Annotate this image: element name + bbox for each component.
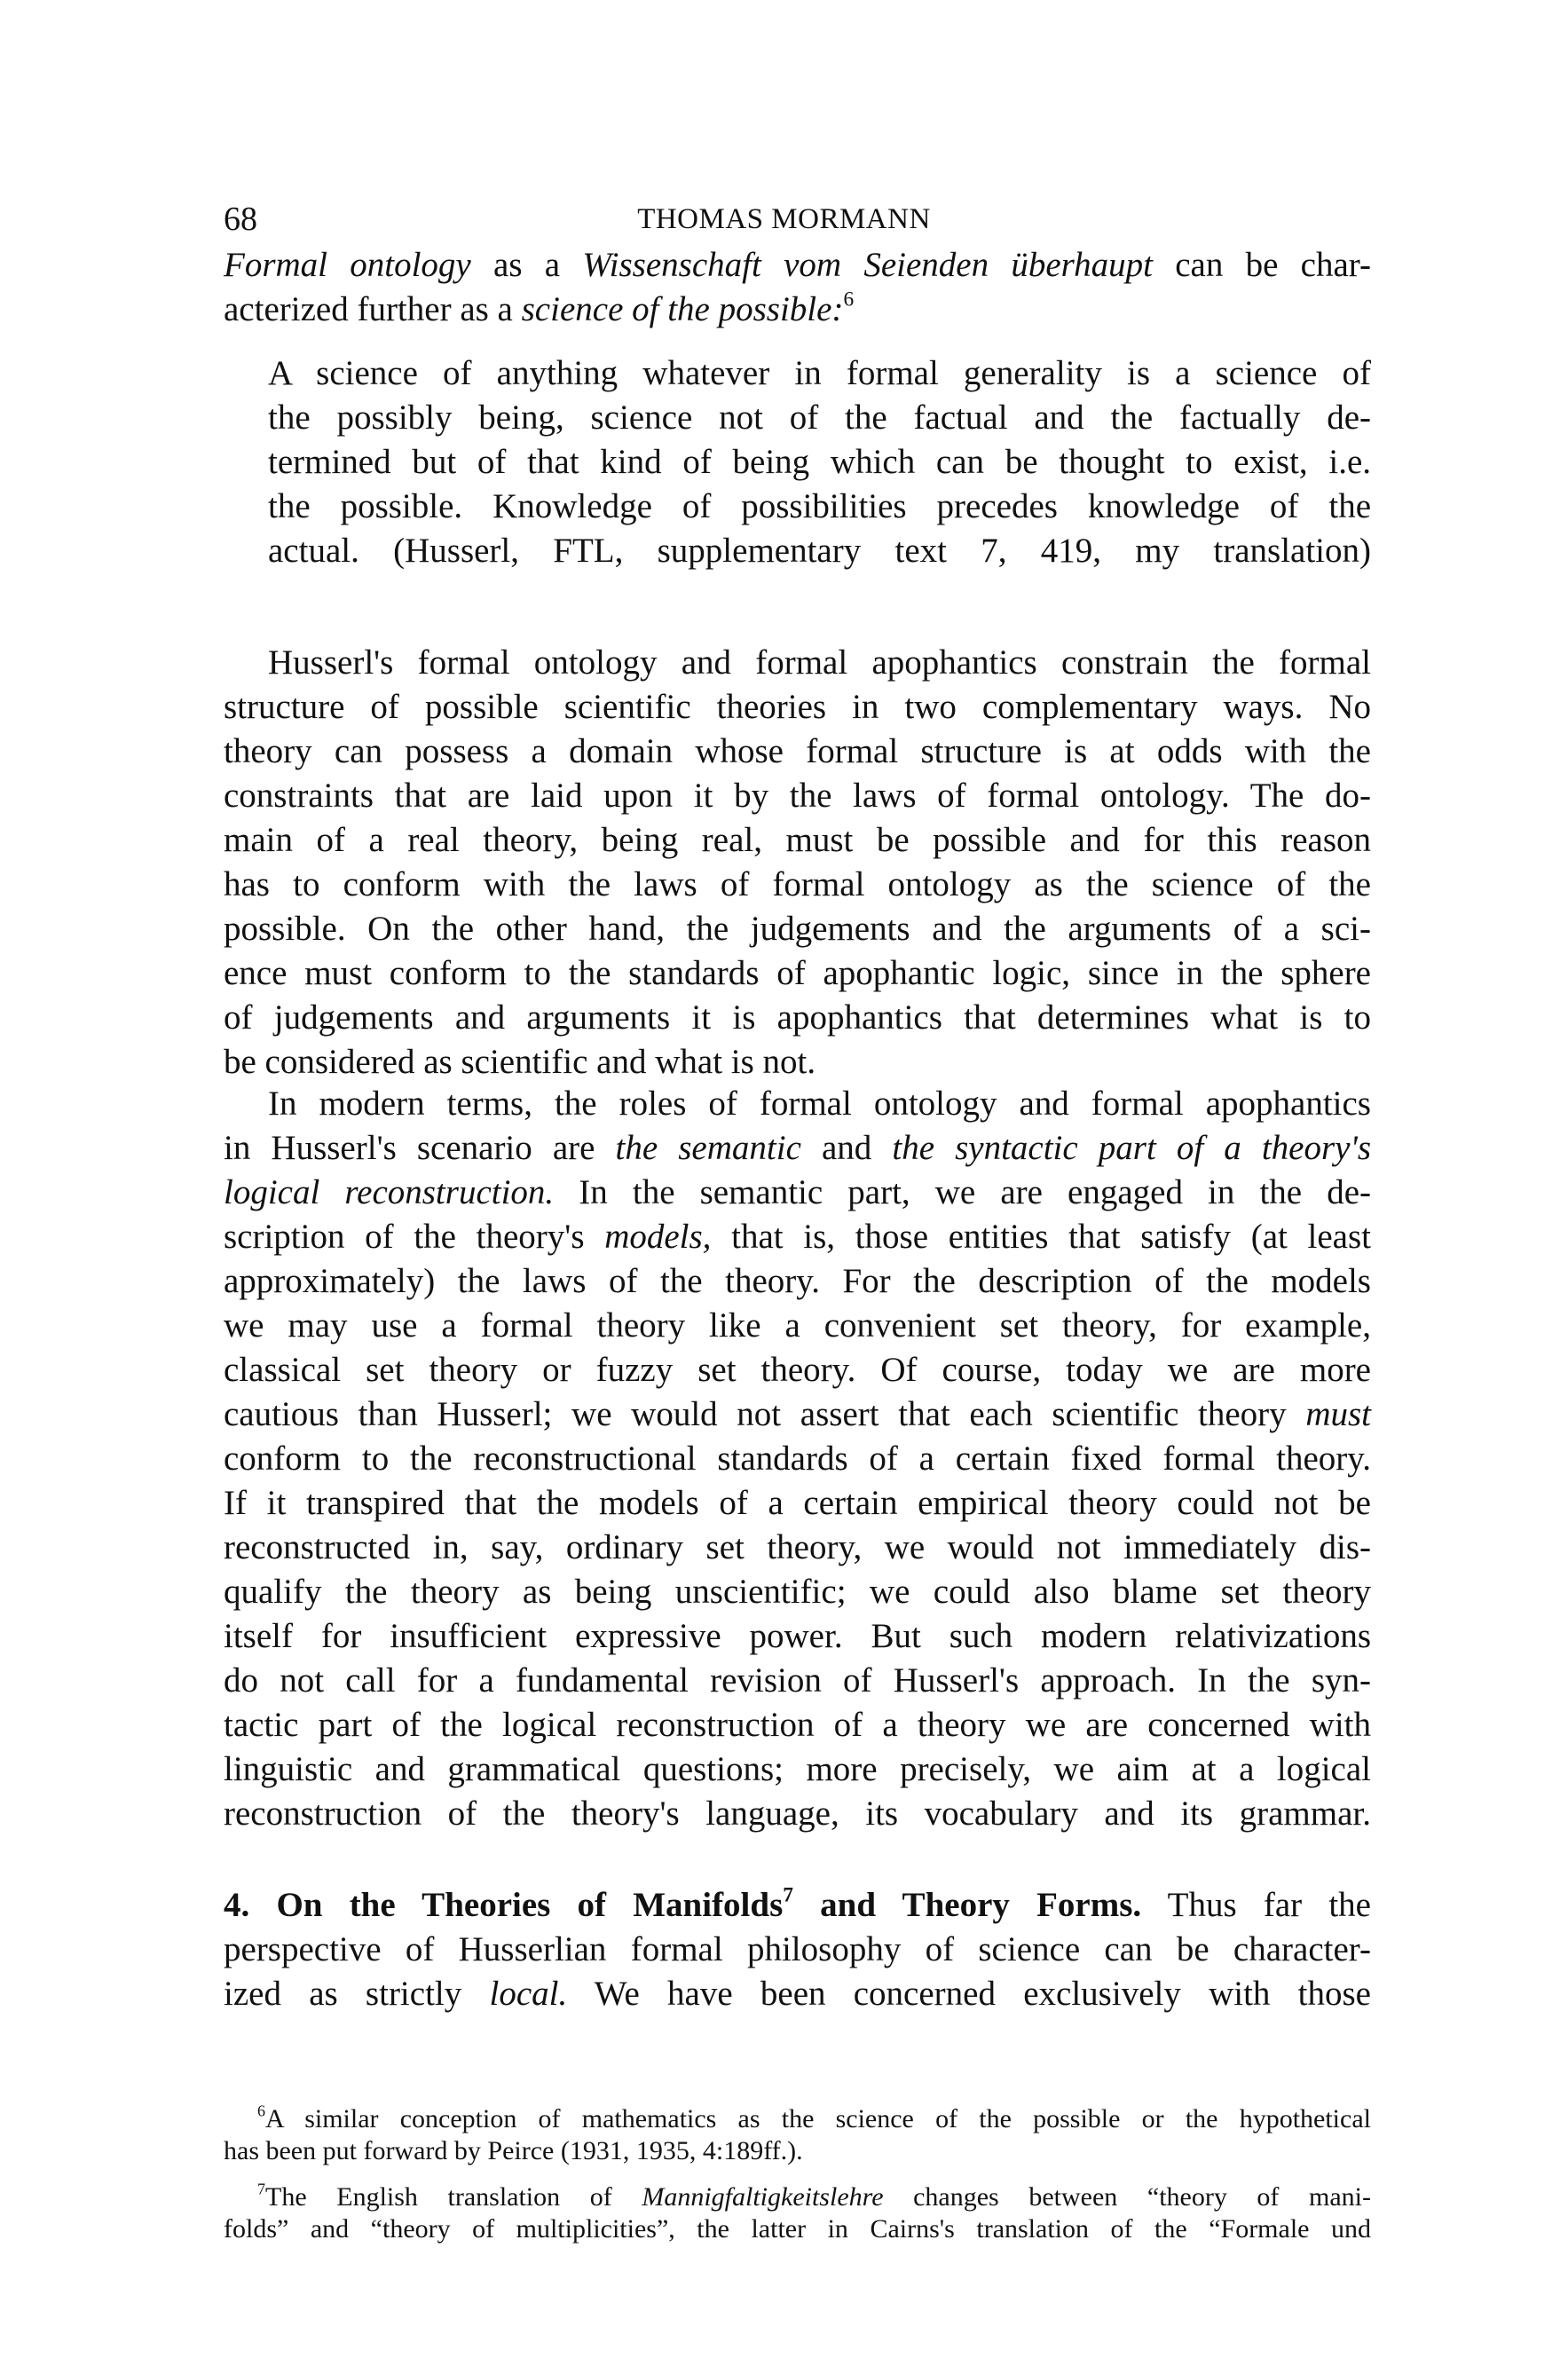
text-run: as a xyxy=(470,246,583,284)
text-line xyxy=(224,863,1371,907)
text-run: has been put forward by Peirce (1931, 1935, 4:189ff.). xyxy=(224,2136,803,2165)
text-run: science of the possible: xyxy=(521,290,844,328)
text-line xyxy=(224,2135,1371,2167)
text-line xyxy=(224,1570,1371,1614)
text-line xyxy=(224,243,1371,288)
text-run: reconstructed in, say, ordinary set theory, we would not immediately dis- xyxy=(224,1528,1371,1566)
text-run: In modern terms, the roles of formal ontology and formal apophantics xyxy=(268,1084,1371,1123)
text-run: be considered as scientific and what is not. xyxy=(224,1043,816,1081)
text-run: we may use a formal theory like a convenient set theory, for example, xyxy=(224,1306,1371,1345)
paragraph-intro xyxy=(224,243,1371,332)
text-run: reconstruction of the theory's language, its vocabulary and its grammar. xyxy=(224,1794,1371,1833)
text-run: the possibly being, science not of the factual and the factually de- xyxy=(268,398,1371,437)
text-run: itself for insufficient expressive power. But such modern relativizations xyxy=(224,1617,1371,1655)
text-run: of judgements and arguments it is apophantics that determines what is to xyxy=(224,998,1371,1037)
text-run: cautious than Husserl; we would not assert that each scientific theory xyxy=(224,1395,1306,1433)
text-line xyxy=(268,529,1371,573)
text-run: qualify the theory as being unscientific; we could also blame set theory xyxy=(224,1573,1371,1611)
text-line xyxy=(224,1614,1371,1659)
text-line xyxy=(224,1526,1371,1570)
text-line xyxy=(224,774,1371,818)
text-run: linguistic and grammatical questions; more precisely, we aim at a logical xyxy=(224,1750,1371,1788)
text-line xyxy=(224,685,1371,730)
text-line xyxy=(224,907,1371,951)
text-line xyxy=(224,2181,1371,2213)
text-run: can be char- xyxy=(1152,246,1371,284)
text-line xyxy=(224,1883,1371,1928)
text-line xyxy=(268,485,1371,529)
text-run: the syntactic part of a theory's xyxy=(892,1129,1371,1167)
text-line xyxy=(268,440,1371,485)
text-run: scription of the theory's xyxy=(224,1218,605,1256)
text-run: in Husserl's scenario are xyxy=(224,1129,616,1167)
text-run: Wissenschaft vom Seienden überhaupt xyxy=(582,246,1153,284)
text-run: A similar conception of mathematics as the science of the possible or the hypothetical xyxy=(265,2104,1371,2133)
text-run: the possible. Knowledge of possibilities precedes knowledge of the xyxy=(268,487,1371,525)
text-run: actual. (Husserl, FTL, supplementary text 7, 419, my translation) xyxy=(268,532,1371,570)
text-run: classical set theory or fuzzy set theory. Of course, today we are more xyxy=(224,1351,1371,1389)
text-run: changes between “theory of mani- xyxy=(883,2182,1371,2212)
paragraph-constraints xyxy=(224,641,1371,1084)
text-line xyxy=(224,288,1371,332)
text-run: models, xyxy=(604,1218,712,1256)
text-run: Formal ontology xyxy=(224,246,471,284)
page-number: 68 xyxy=(224,201,257,238)
paragraph-modern-terms xyxy=(224,1082,1371,1836)
text-run: do not call for a fundamental revision of Husserl's approach. In the syn- xyxy=(224,1661,1371,1700)
text-run: 4. On the Theories of Manifolds xyxy=(224,1886,784,1924)
text-run: and xyxy=(800,1129,893,1167)
text-run: must xyxy=(1305,1395,1371,1433)
footnote-marker: 7 xyxy=(783,1883,793,1907)
text-line xyxy=(224,1659,1371,1703)
text-line xyxy=(224,1259,1371,1304)
text-run: The English translation of xyxy=(265,2182,642,2212)
text-line xyxy=(224,1304,1371,1348)
text-line xyxy=(224,641,1371,685)
text-line xyxy=(268,351,1371,396)
text-line xyxy=(224,1928,1371,1972)
text-line xyxy=(224,1215,1371,1259)
text-line xyxy=(268,396,1371,440)
text-run: structure of possible scientific theories in two complementary ways. No xyxy=(224,688,1371,726)
text-line xyxy=(224,1082,1371,1126)
text-run: termined but of that kind of being which can be thought to exist, i.e. xyxy=(268,443,1371,481)
block-quote xyxy=(268,351,1371,573)
section-4-theories-of-manifolds xyxy=(224,1883,1371,2016)
text-line xyxy=(224,818,1371,863)
text-run: perspective of Husserlian formal philosophy of science can be character- xyxy=(224,1930,1371,1968)
text-run: approximately) the laws of the theory. For the description of the models xyxy=(224,1262,1371,1300)
text-line xyxy=(224,1392,1371,1437)
text-run: theory can possess a domain whose formal structure is at odds with the xyxy=(224,732,1371,770)
footnote-7 xyxy=(224,2181,1371,2245)
text-line xyxy=(224,2103,1371,2135)
text-line xyxy=(224,1747,1371,1792)
text-run: If it transpired that the models of a certain empirical theory could not be xyxy=(224,1484,1371,1522)
text-run: A science of anything whatever in formal generality is a science of xyxy=(268,354,1371,392)
text-run: conform to the reconstructional standards of a certain fixed formal theory. xyxy=(224,1439,1371,1478)
text-run: ized as strictly xyxy=(224,1975,490,2013)
text-run: constraints that are laid upon it by the laws of formal ontology. The do- xyxy=(224,777,1371,815)
text-line xyxy=(224,1126,1371,1171)
text-run: the semantic xyxy=(615,1129,801,1167)
text-line xyxy=(224,1703,1371,1747)
footnote-marker: 6 xyxy=(843,288,855,312)
text-line xyxy=(224,1481,1371,1526)
text-run: Thus far the xyxy=(1141,1886,1371,1924)
text-run: ence must conform to the standards of apophantic logic, since in the sphere xyxy=(224,954,1371,992)
running-head: THOMAS MORMANN xyxy=(637,203,931,235)
text-run: local. xyxy=(489,1975,568,2013)
text-line xyxy=(224,730,1371,774)
text-run: possible. On the other hand, the judgements and the arguments of a sci- xyxy=(224,910,1371,948)
text-line xyxy=(224,951,1371,996)
text-run: In the semantic part, we are engaged in the de- xyxy=(554,1173,1372,1211)
text-run: and Theory Forms. xyxy=(792,1886,1142,1924)
text-run: Mannigfaltigkeitslehre xyxy=(642,2182,884,2212)
footnote-6 xyxy=(224,2103,1371,2167)
text-run: tactic part of the logical reconstruction of a theory we are concerned with xyxy=(224,1706,1371,1744)
text-line xyxy=(224,996,1371,1040)
text-run: has to conform with the laws of formal ontology as the science of the xyxy=(224,865,1371,903)
footnote-marker: 7 xyxy=(257,2180,265,2198)
text-run: main of a real theory, being real, must be possible and for this reason xyxy=(224,821,1371,859)
text-run: that is, those entities that satisfy (at least xyxy=(711,1218,1371,1256)
text-run: acterized further as a xyxy=(224,290,522,328)
text-line xyxy=(224,1792,1371,1836)
text-line xyxy=(224,1040,1371,1084)
text-line xyxy=(224,1348,1371,1392)
text-run: logical reconstruction. xyxy=(224,1173,555,1211)
text-run: folds” and “theory of multiplicities”, the latter in Cairns's translation of the “Formale und xyxy=(224,2214,1371,2244)
footnote-marker: 6 xyxy=(257,2102,265,2120)
text-line xyxy=(224,1171,1371,1215)
text-run: We have been concerned exclusively with those xyxy=(567,1975,1371,2013)
text-line xyxy=(224,1972,1371,2016)
text-line xyxy=(224,1437,1371,1481)
text-run: Husserl's formal ontology and formal apophantics constrain the formal xyxy=(268,643,1371,682)
text-line xyxy=(224,2213,1371,2245)
